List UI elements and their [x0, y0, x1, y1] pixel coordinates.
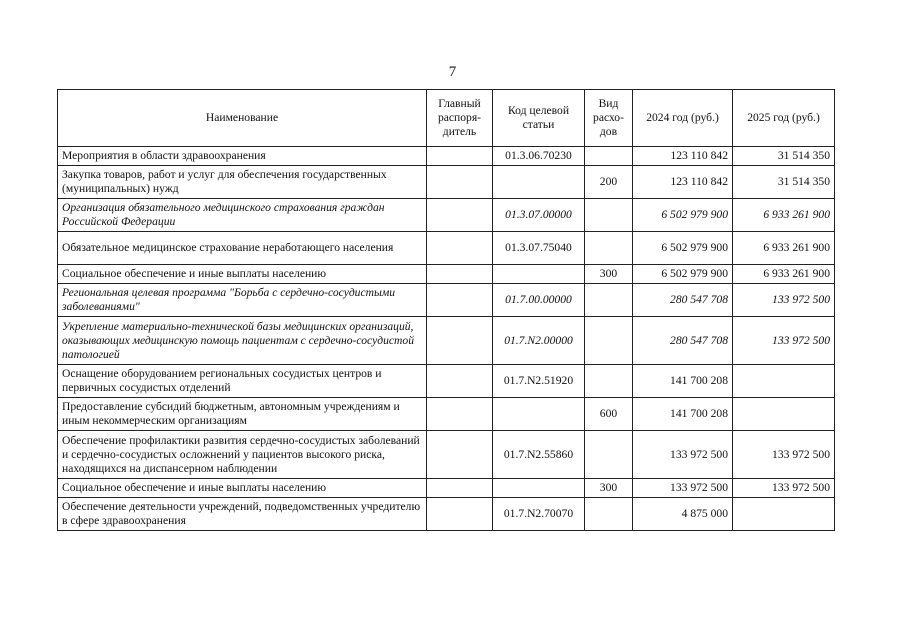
cell-2025: 6 933 261 900	[733, 265, 835, 284]
cell-2025: 6 933 261 900	[733, 232, 835, 265]
cell-admin	[427, 498, 493, 531]
cell-2025: 133 972 500	[733, 317, 835, 365]
cell-name: Закупка товаров, работ и услуг для обеспечения государственных (муниципальных) нужд	[58, 166, 427, 199]
cell-name: Оснащение оборудованием региональных сосудистых центров и первичных сосудистых отделений	[58, 365, 427, 398]
cell-name: Мероприятия в области здравоохранения	[58, 147, 427, 166]
table-row	[58, 232, 835, 265]
header-2024: 2024 год (руб.)	[633, 90, 733, 147]
cell-2024: 280 547 708	[633, 317, 733, 365]
cell-code: 01.7.N2.55860	[493, 431, 585, 479]
cell-2025: 133 972 500	[733, 284, 835, 317]
cell-name: Региональная целевая программа "Борьба с сердечно-сосудистыми заболеваниями"	[58, 284, 427, 317]
cell-admin	[427, 265, 493, 284]
cell-admin	[427, 232, 493, 265]
cell-2025: 31 514 350	[733, 147, 835, 166]
cell-name: Обязательное медицинское страхование неработающего населения	[58, 232, 427, 265]
cell-kind: 300	[585, 265, 633, 284]
cell-kind	[585, 317, 633, 365]
cell-2024: 6 502 979 900	[633, 232, 733, 265]
table-row	[58, 431, 835, 479]
table-row	[58, 479, 835, 498]
cell-kind: 300	[585, 479, 633, 498]
cell-kind	[585, 498, 633, 531]
table-row	[58, 498, 835, 531]
cell-2024: 141 700 208	[633, 398, 733, 431]
cell-kind	[585, 199, 633, 232]
header-admin: Главный распоря-дитель	[427, 90, 493, 147]
cell-2024: 6 502 979 900	[633, 199, 733, 232]
cell-admin	[427, 147, 493, 166]
header-2025: 2025 год (руб.)	[733, 90, 835, 147]
cell-code: 01.3.06.70230	[493, 147, 585, 166]
cell-2025	[733, 365, 835, 398]
cell-name: Обеспечение профилактики развития сердечно-сосудистых заболеваний и сердечно-сосудистых осложнений у пациентов высокого риска, находящихся на диспансерном наблюдении	[58, 431, 427, 479]
cell-2025: 6 933 261 900	[733, 199, 835, 232]
cell-code	[493, 265, 585, 284]
table-row	[58, 398, 835, 431]
cell-2025: 31 514 350	[733, 166, 835, 199]
cell-admin	[427, 284, 493, 317]
table-row	[58, 265, 835, 284]
cell-2025	[733, 398, 835, 431]
page-number: 7	[448, 64, 457, 80]
cell-2024: 123 110 842	[633, 166, 733, 199]
cell-code	[493, 398, 585, 431]
cell-admin	[427, 166, 493, 199]
cell-kind	[585, 365, 633, 398]
cell-2024: 133 972 500	[633, 431, 733, 479]
cell-2025: 133 972 500	[733, 431, 835, 479]
cell-name: Социальное обеспечение и иные выплаты населению	[58, 265, 427, 284]
cell-admin	[427, 479, 493, 498]
cell-2025: 133 972 500	[733, 479, 835, 498]
table-row	[58, 317, 835, 365]
cell-code: 01.7.N2.70070	[493, 498, 585, 531]
header-name: Наименование	[58, 90, 427, 147]
cell-2024: 4 875 000	[633, 498, 733, 531]
cell-2024: 133 972 500	[633, 479, 733, 498]
cell-admin	[427, 431, 493, 479]
cell-admin	[427, 398, 493, 431]
header-kind: Вид расхо-дов	[585, 90, 633, 147]
table-row	[58, 199, 835, 232]
cell-kind	[585, 431, 633, 479]
budget-table	[57, 89, 835, 531]
cell-code: 01.3.07.75040	[493, 232, 585, 265]
cell-2024: 280 547 708	[633, 284, 733, 317]
cell-2024: 141 700 208	[633, 365, 733, 398]
cell-code	[493, 166, 585, 199]
cell-admin	[427, 365, 493, 398]
table-row	[58, 166, 835, 199]
cell-code: 01.7.00.00000	[493, 284, 585, 317]
cell-code: 01.7.N2.51920	[493, 365, 585, 398]
table-row	[58, 284, 835, 317]
cell-2024: 123 110 842	[633, 147, 733, 166]
cell-2025	[733, 498, 835, 531]
cell-code: 01.3.07.00000	[493, 199, 585, 232]
cell-kind	[585, 284, 633, 317]
cell-code	[493, 479, 585, 498]
cell-name: Социальное обеспечение и иные выплаты населению	[58, 479, 427, 498]
cell-name: Обеспечение деятельности учреждений, подведомственных учредителю в сфере здравоохранения	[58, 498, 427, 531]
cell-kind: 200	[585, 166, 633, 199]
cell-kind	[585, 147, 633, 166]
table-row	[58, 365, 835, 398]
cell-kind	[585, 232, 633, 265]
cell-2024: 6 502 979 900	[633, 265, 733, 284]
cell-name: Укрепление материально-технической базы медицинских организаций, оказывающих медицинскую помощь пациентам с сердечно-сосудистой патологией	[58, 317, 427, 365]
cell-admin	[427, 317, 493, 365]
cell-admin	[427, 199, 493, 232]
cell-code: 01.7.N2.00000	[493, 317, 585, 365]
table-body	[58, 147, 835, 531]
table-row	[58, 147, 835, 166]
cell-name: Предоставление субсидий бюджетным, автономным учреждениям и иным некоммерческим организациям	[58, 398, 427, 431]
cell-kind: 600	[585, 398, 633, 431]
cell-name: Организация обязательного медицинского страхования граждан Российской Федерации	[58, 199, 427, 232]
header-code: Код целевой статьи	[493, 90, 585, 147]
table-header	[58, 90, 835, 147]
